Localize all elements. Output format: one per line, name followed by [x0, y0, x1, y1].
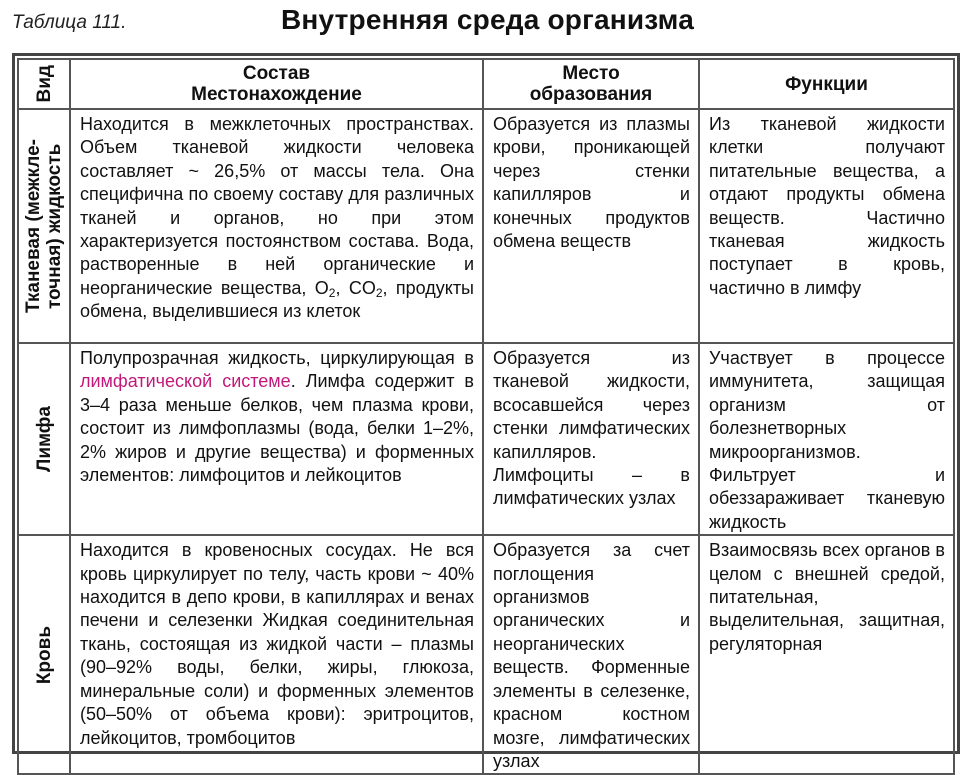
table-row: [18, 109, 954, 343]
cell-origin: Образуется за счет поглощения организмов органических и неорганических веществ. Форменные элементы в селезенке, красном костном мозге, лимфатических узлах: [483, 535, 699, 774]
cell-functions: Из тканевой жидкости клетки получают питательные вещества, а отдают продукты обмена веществ. Частично тканевая жидкость поступает в кровь, частично в лимфу: [699, 109, 954, 343]
cell-composition: Находится в кровеносных сосудах. Не вся кровь циркулирует по телу, часть крови ~ 40% находится в депо крови, в капиллярах и венах печени и селезенки Жидкая соединительная ткань, состоящая из жидкой части – плазмы (90–92% воды, белки, жиры, глюкоза, минеральные соли) и форменных элементов (50–50% от объема крови): эритроцитов, лейкоцитов, тромбоцитов: [70, 535, 483, 774]
header-kind: Вид: [18, 59, 70, 109]
header-functions: Функции: [699, 59, 954, 109]
table-number-label: Таблица 111.: [12, 12, 127, 33]
cell-functions: Участвует в процессе иммунитета, защищая организм от болезнетворных микроорганизмов. Фильтрует и обеззараживает тканевую жидкость: [699, 343, 954, 535]
table-row: [18, 343, 954, 535]
data-table: [17, 58, 955, 775]
table-header-row: [18, 59, 954, 109]
table-row: [18, 535, 954, 774]
row-kind-lymph: Лимфа: [18, 343, 70, 535]
row-kind-blood: Кровь: [18, 535, 70, 774]
cell-origin: Образуется из тканевой жидкости, всосавшейся через стенки лимфатических капилляров. Лимфоциты – в лимфатических узлах: [483, 343, 699, 535]
cell-origin: Образуется из плазмы крови, проникающей через стенки капилляров и конечных продуктов обмена веществ: [483, 109, 699, 343]
cell-composition: Полупрозрачная жидкость, циркулирующая в лимфатической системе. Лимфа содержит в 3–4 раза меньше белков, чем плазма крови, состоит из лимфоплазмы (вода, белки 1–2%, 2% жиров и другие вещества) и форменных элементов: лимфоцитов и лейкоцитов: [70, 343, 483, 535]
row-kind-tissue-fluid: Тканевая (межкле- точная) жидкость: [18, 109, 70, 343]
lymphatic-system-highlight: лимфатической системе: [80, 371, 291, 392]
header-origin: Место образования: [483, 59, 699, 109]
page-title: Внутренняя среда организма: [281, 4, 694, 35]
cell-composition: Находится в межклеточных пространствах. Объем тканевой жидкости человека составляет ~ 26,5% от массы тела. Она специфична по своему составу для различных тканей и органов, но при этом характеризуется постоянством состава. Вода, растворенные в ней органические и неорганические вещества, $O_2$, $CO_2$, продукты обмена, выделившиеся из клеток: [70, 109, 483, 343]
cell-functions: Взаимосвязь всех органов в целом с внешней средой, питательная, выделительная, защитная, регуляторная: [699, 535, 954, 774]
table-frame: [12, 53, 960, 771]
header-composition: Состав Местонахождение: [70, 59, 483, 109]
